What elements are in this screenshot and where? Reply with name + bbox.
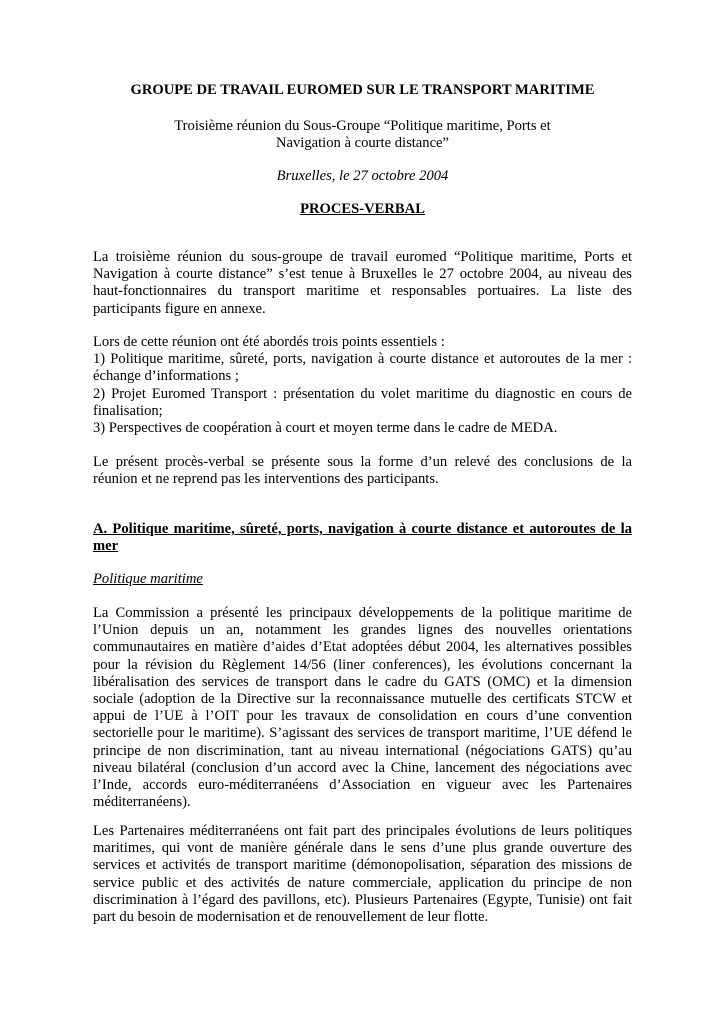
agenda-point-3: 3) Perspectives de coopération à court et moyen terme dans le cadre de MEDA. [93,420,558,437]
agenda-intro: Lors de cette réunion ont été abordés trois points essentiels : [93,334,445,350]
subtitle-line-2: Navigation à courte distance” [275,135,450,151]
document-title: GROUPE DE TRAVAIL EUROMED SUR LE TRANSPORT MARITIME [130,82,595,98]
subsection-heading: Politique maritime [93,571,203,587]
intro-paragraph: La troisième réunion du sous-groupe de travail euromed “Politique maritime, Ports et Navigation à courte distance” s’est tenue à Bruxelles le 27 octobre 2004, au niveau des haut-fonctionnaires du transport maritime et responsables portuaires. La liste des participants figure en annexe. [93,249,632,317]
subtitle-line-1: Troisième réunion du Sous-Groupe “Politique maritime, Ports et [174,118,551,134]
scope-paragraph: Le présent procès-verbal se présente sous la forme d’un relevé des conclusions de la réunion et ne reprend pas les interventions des participants. [93,454,632,488]
document-type-heading: PROCES-VERBAL [300,201,425,217]
agenda-point-2: 2) Projet Euromed Transport : présentation du volet maritime du diagnostic en cours de finalisation; [93,385,632,419]
dateline: Bruxelles, le 27 octobre 2004 [276,168,449,184]
agenda-point-1: 1) Politique maritime, sûreté, ports, navigation à courte distance et autoroutes de la mer : échange d’informations ; [93,351,632,385]
agenda-points [93,334,632,437]
section-a-heading: A. Politique maritime, sûreté, ports, navigation à courte distance et autoroutes de la mer [93,521,632,555]
section-a-paragraph-1: La Commission a présenté les principaux développements de la politique maritime de l’Union depuis un an, notamment les grandes lignes des nouvelles orientations communautaires en matière d’aides d’Etat adoptées début 2004, les alternatives possibles pour la révision du Règlement 14/56 (liner conferences), les évolutions concernant la libéralisation des services de transport dans le cadre du GATS (OMC) et la dimension sociale (adoption de la Directive sur la reconnaissance mutuelle des certificats STCW et appui de l’UE à l’OIT pour les travaux de consolidation en cours d’une convention sectorielle pour le maritime). S’agissant des services de transport maritime, l’UE défend le principe de non discrimination, tant au niveau international (négociations GATS) qu’au niveau bilatéral (conclusion d’un accord avec la Chine, lancement des négociations avec l’Inde, accords euro-méditerranéens d’Association en vigueur avec les Partenaires méditerranéens). [93,605,632,811]
section-a-paragraph-2: Les Partenaires méditerranéens ont fait part des principales évolutions de leurs politiques maritimes, qui vont de manière générale dans le sens d’une plus grande ouverture des services et activités de transport maritime (démonopolisation, séparation des missions de service public et des activités de nature commerciale, application du principe de non discrimination à l’égard des pavillons, etc). Plusieurs Partenaires (Egypte, Tunisie) ont fait part du besoin de modernisation et de renouvellement de leur flotte. [93,823,632,926]
meeting-subtitle [93,118,632,152]
